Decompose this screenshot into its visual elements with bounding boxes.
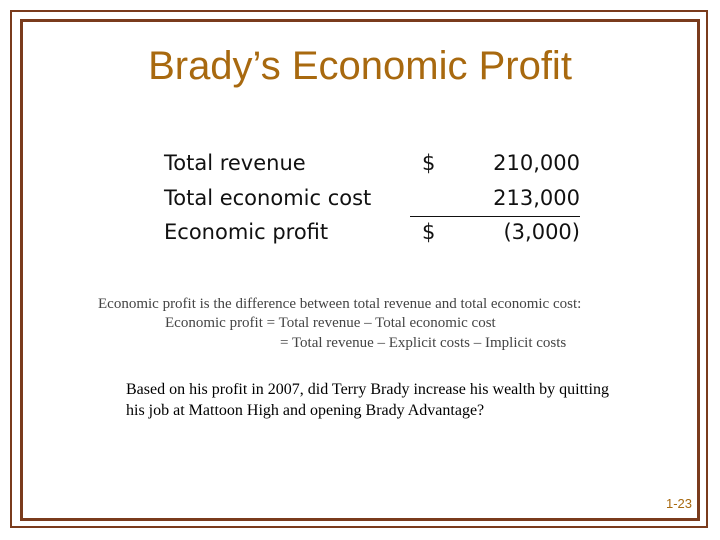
row-label: Total economic cost — [164, 185, 372, 210]
slide-title: Brady’s Economic Profit — [148, 44, 572, 88]
table-row-total-economic-cost — [164, 186, 584, 221]
formula-equation: Economic profit = Total revenue – Total economic cost — [165, 315, 496, 331]
formula-definition: Economic profit is the difference between total revenue and total economic cost: — [98, 296, 582, 312]
currency-symbol: $ — [422, 220, 436, 244]
row-value: 210,000 — [493, 151, 580, 175]
table-row-total-revenue — [164, 151, 584, 186]
row-value: (3,000) — [503, 220, 580, 244]
row-value: 213,000 — [493, 185, 580, 210]
row-label: Economic profit — [164, 220, 329, 244]
formula-expansion: = Total revenue – Explicit costs – Implicit costs — [280, 335, 567, 351]
row-label: Total revenue — [164, 151, 306, 175]
table-row-economic-profit — [164, 220, 584, 255]
question-text: Based on his profit in 2007, did Terry Brady increase his wealth by quitting his job at Mattoon High and opening Brady Advantage? — [126, 381, 609, 419]
currency-symbol: $ — [422, 151, 436, 175]
slide-number: 1-23 — [665, 496, 692, 511]
sum-underline — [410, 216, 580, 217]
slide-border-inner — [20, 19, 700, 521]
profit-table — [164, 151, 584, 255]
